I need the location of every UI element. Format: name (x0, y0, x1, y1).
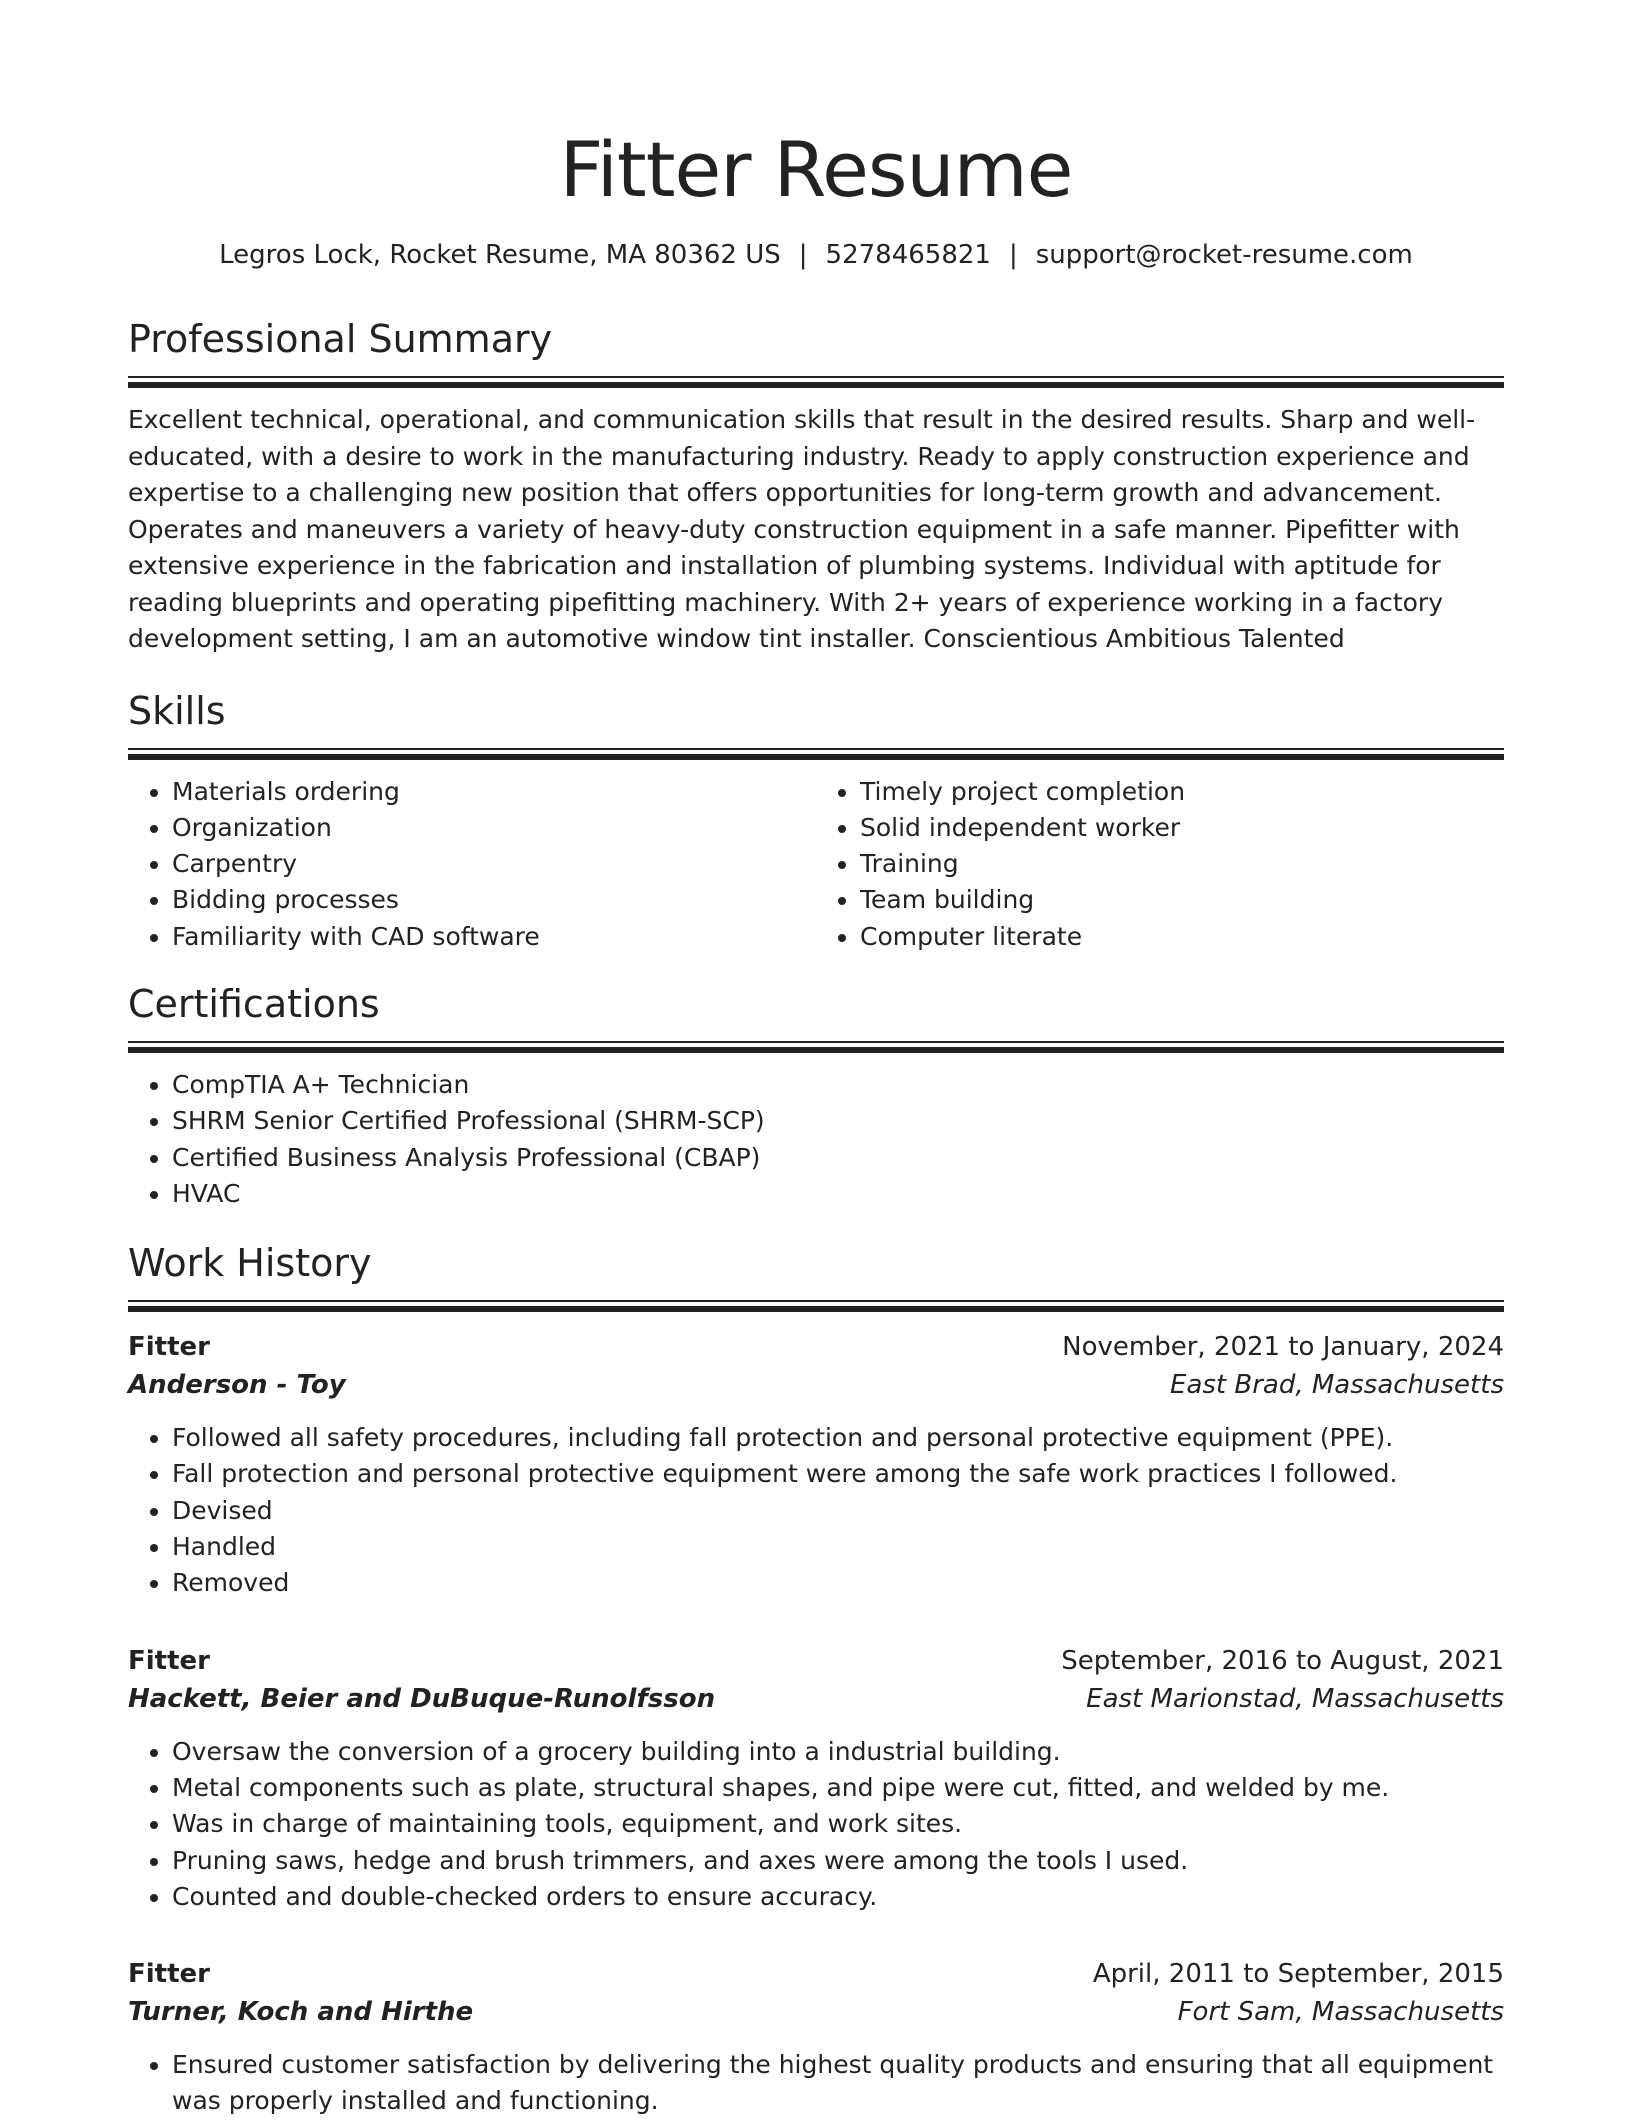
section-divider (128, 1300, 1504, 1312)
job-bullet: • Ensured customer satisfaction by delivering the highest quality products and ensuring that all equipment was properly installed and functioning. (172, 2047, 1504, 2120)
section-heading: Work History (128, 1241, 372, 1286)
skill-item: • Team building (860, 882, 1504, 918)
job-title-row (128, 1642, 1504, 1680)
skills-grid (128, 774, 1504, 955)
job-title: Fitter (128, 1959, 210, 1990)
job-bullet: • Counted and double-checked orders to ensure accuracy. (172, 1879, 1504, 1915)
job-title: Fitter (128, 1332, 210, 1363)
skill-item: • Solid independent worker (860, 810, 1504, 846)
certification-item: • SHRM Senior Certified Professional (SHRM-SCP) (172, 1103, 1504, 1139)
section-certifications (128, 979, 1504, 1212)
certification-item: • Certified Business Analysis Professional (CBAP) (172, 1140, 1504, 1176)
certifications-list (128, 1067, 1504, 1212)
job-bullet: • Removed (172, 1565, 1504, 1601)
job-entry (128, 1955, 1504, 2120)
section-divider (128, 1041, 1504, 1053)
skills-list-left (128, 774, 816, 955)
job-location: Fort Sam, Massachusetts (1177, 1997, 1504, 2028)
skill-item: • Familiarity with CAD software (172, 919, 816, 955)
job-company: Anderson - Toy (128, 1370, 346, 1401)
job-company: Turner, Koch and Hirthe (128, 1997, 474, 2028)
job-bullets (128, 1734, 1504, 1915)
job-company: Hackett, Beier and DuBuque-Runolfsson (128, 1683, 716, 1714)
resume-page (128, 0, 1504, 2120)
job-company-row (128, 1366, 1504, 1404)
job-bullet: • Followed all safety procedures, including fall protection and personal protective equipment (PPE). (172, 1420, 1504, 1456)
job-bullet: • Handled (172, 1529, 1504, 1565)
resume-title: Fitter Resume (559, 125, 1073, 214)
job-bullet: • Oversaw the conversion of a grocery building into a industrial building. (172, 1734, 1504, 1770)
job-dates: November, 2021 to January, 2024 (1062, 1332, 1504, 1363)
job-bullet: • Pruning saws, hedge and brush trimmers, and axes were among the tools I used. (172, 1843, 1504, 1879)
job-dates: April, 2011 to September, 2015 (1092, 1959, 1504, 1990)
job-bullet: • Metal components such as plate, structural shapes, and pipe were cut, fitted, and welded by me. (172, 1770, 1504, 1806)
section-skills (128, 686, 1504, 955)
skill-item: • Bidding processes (172, 882, 816, 918)
contact-email: support@rocket-resume.com (1035, 240, 1413, 270)
certification-item: • HVAC (172, 1176, 1504, 1212)
job-bullet: • Was in charge of maintaining tools, equipment, and work sites. (172, 1806, 1504, 1842)
certification-item: • CompTIA A+ Technician (172, 1067, 1504, 1103)
contact-address: Legros Lock, Rocket Resume, MA 80362 US (219, 240, 781, 270)
job-location: East Brad, Massachusetts (1170, 1370, 1504, 1401)
skill-item: • Computer literate (860, 919, 1504, 955)
job-dates: September, 2016 to August, 2021 (1061, 1645, 1504, 1676)
section-divider (128, 376, 1504, 388)
job-company-row (128, 1993, 1504, 2031)
job-company-row (128, 1680, 1504, 1718)
contact-separator: | (798, 240, 808, 270)
section-work-history (128, 1238, 1504, 2120)
job-location: East Marionstad, Massachusetts (1086, 1683, 1504, 1714)
job-bullets (128, 2047, 1504, 2120)
summary-text: Excellent technical, operational, and communication skills that result in the desired results. Sharp and well-educated, with a desire to work in the manufacturing industry. Ready to apply construction experience and expertise to a challenging new position that offers opportunities for long-term growth and advancement. Operates and maneuvers a variety of heavy-duty construction equipment in a safe manner. Pipefitter with extensive experience in the fabrication and installation of plumbing systems. Individual with aptitude for reading blueprints and operating pipefitting machinery. With 2+ years of experience working in a factory development setting, I am an automotive window tint installer. Conscientious Ambitious Talented (128, 405, 1476, 653)
job-title: Fitter (128, 1645, 210, 1676)
job-entry (128, 1328, 1504, 1601)
job-title-row (128, 1955, 1504, 1993)
skills-list-right (816, 774, 1504, 955)
section-heading: Certifications (128, 981, 380, 1026)
skill-item: • Carpentry (172, 846, 816, 882)
job-entry (128, 1642, 1504, 1915)
section-professional-summary (128, 314, 1504, 658)
section-heading: Skills (128, 688, 226, 733)
section-divider (128, 748, 1504, 760)
job-title-row (128, 1328, 1504, 1366)
skill-item: • Materials ordering (172, 774, 816, 810)
job-bullet: • Devised (172, 1493, 1504, 1529)
skill-item: • Training (860, 846, 1504, 882)
job-bullet: • Fall protection and personal protective equipment were among the safe work practices I followed. (172, 1456, 1504, 1492)
section-heading: Professional Summary (128, 317, 553, 361)
skill-item: • Organization (172, 810, 816, 846)
skill-item: • Timely project completion (860, 774, 1504, 810)
contact-separator: | (1008, 240, 1018, 270)
job-bullets (128, 1420, 1504, 1601)
contact-phone: 5278465821 (825, 240, 991, 270)
contact-line (128, 238, 1504, 272)
